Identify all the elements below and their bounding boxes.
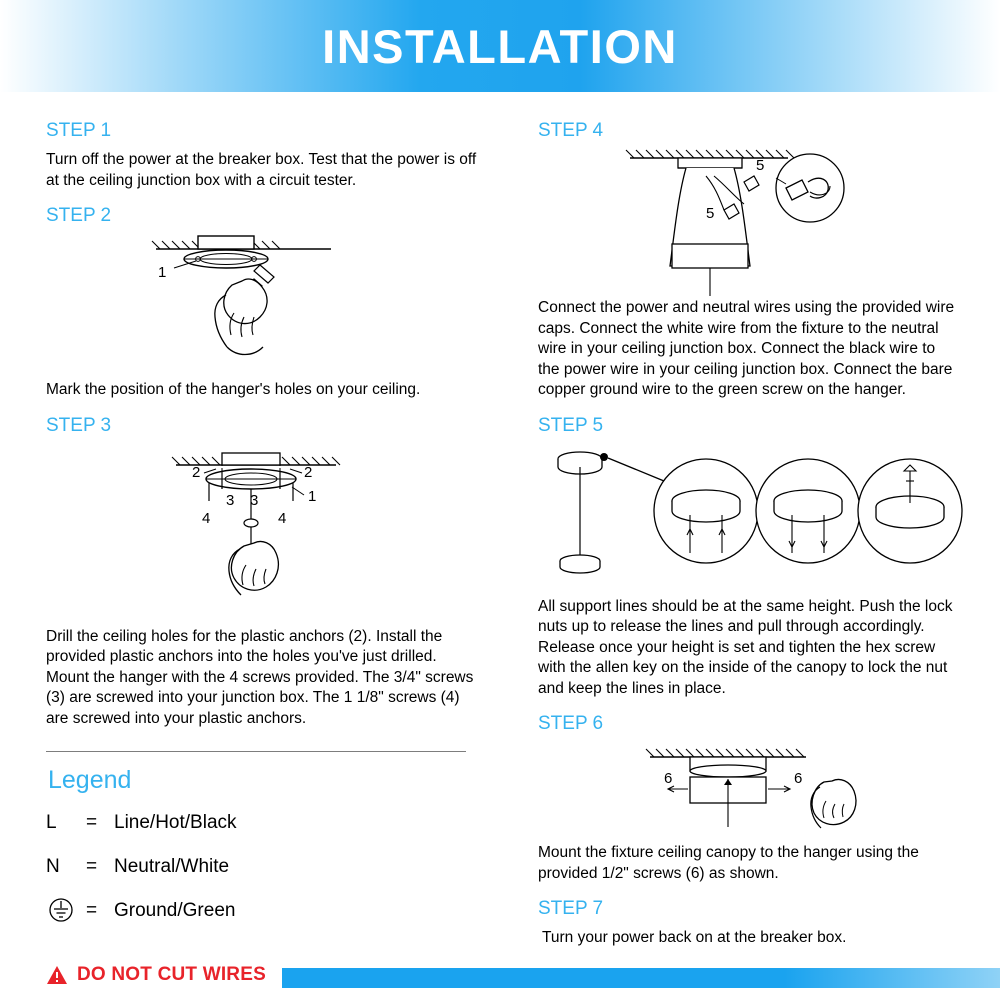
legend-equals: = (86, 812, 98, 833)
step-4-text: Connect the power and neutral wires using the provided wire caps. Connect the white wire from the fixture to the neutral wire in your ceiling junction box. Connect the black wire to the power wire in your ceiling junction box. Connect the bare copper ground wire to the green screw on the hanger. (538, 299, 955, 398)
step-1-label: STEP 1 (46, 120, 112, 141)
step-2-text: Mark the position of the hanger's holes on your ceiling. (46, 381, 421, 398)
do-not-cut-wires-warning (46, 964, 266, 986)
step-5-label: STEP 5 (538, 414, 604, 436)
callout-4b: 4 (278, 509, 287, 527)
legend-meaning-ground: Ground/Green (114, 900, 236, 921)
callout-5: 5 (756, 157, 765, 174)
footer-accent-bar (282, 968, 1000, 988)
legend-equals: = (86, 900, 98, 921)
page-footer (0, 956, 1000, 1000)
page-header (0, 0, 1000, 92)
callout-3: 3 (226, 491, 235, 509)
step-6-text: Mount the fixture ceiling canopy to the hanger using the provided 1/2" screws (6) as shown. (538, 844, 919, 882)
step-1-text: Turn off the power at the breaker box. Test that the power is off at the ceiling junction box with a circuit tester. (46, 151, 477, 189)
step-6-label: STEP 6 (538, 713, 604, 734)
left-column (46, 120, 478, 941)
callout-4: 4 (202, 509, 211, 527)
step-7-text: Turn your power back on at the breaker box. (542, 929, 847, 946)
callout-5b: 5 (706, 205, 715, 222)
step-2-figure (46, 235, 478, 380)
step-3-label: STEP 3 (46, 414, 112, 436)
step-4-figure (538, 126, 958, 298)
legend-meaning-neutral: Neutral/White (114, 856, 230, 877)
callout-2b: 2 (304, 463, 313, 481)
legend-row-line (46, 809, 478, 837)
callout-1: 1 (308, 487, 317, 505)
page-title: INSTALLATION (322, 19, 678, 73)
step-5-text: All support lines should be at the same height. Push the lock nuts up to release the lines and pull through accordingly. Release once your height is set and tighten the hex screw with the allen key on the inside of the canopy to lock the nut and keep the lines in place. (538, 597, 953, 697)
warning-triangle-icon (46, 965, 68, 985)
legend-divider (46, 751, 466, 752)
callout-6: 6 (664, 770, 673, 787)
step-3-text: Drill the ceiling holes for the plastic anchors (2). Install the provided plastic anchors into the holes you've just drilled. Mount the hanger with the 4 screws provided. The 3/4" screws (3) are screwed into your junction box. The 1 1/8" screws (4) are screwed into your plastic anchors. (46, 627, 474, 727)
step-5-figure (538, 445, 958, 597)
step-7-label: STEP 7 (538, 898, 604, 919)
legend-equals: = (86, 856, 98, 877)
warning-text: DO NOT CUT WIRES (77, 964, 266, 985)
step-6-figure (538, 743, 958, 843)
callout-3b: 3 (250, 491, 259, 509)
callout-6b: 6 (794, 770, 803, 787)
step-3-figure (46, 445, 478, 627)
step-2-label: STEP 2 (46, 205, 112, 226)
legend-row-neutral (46, 853, 478, 881)
step-4-label: STEP 4 (538, 120, 604, 141)
ground-symbol-icon (46, 898, 86, 924)
legend-title: Legend (48, 766, 132, 794)
legend-row-ground (46, 897, 478, 925)
legend-meaning-line: Line/Hot/Black (114, 812, 237, 833)
callout-1: 1 (158, 264, 167, 281)
legend-symbol-N: N (46, 856, 60, 877)
right-column (538, 120, 958, 953)
legend-symbol-L: L (46, 812, 57, 833)
callout-2: 2 (192, 463, 201, 481)
